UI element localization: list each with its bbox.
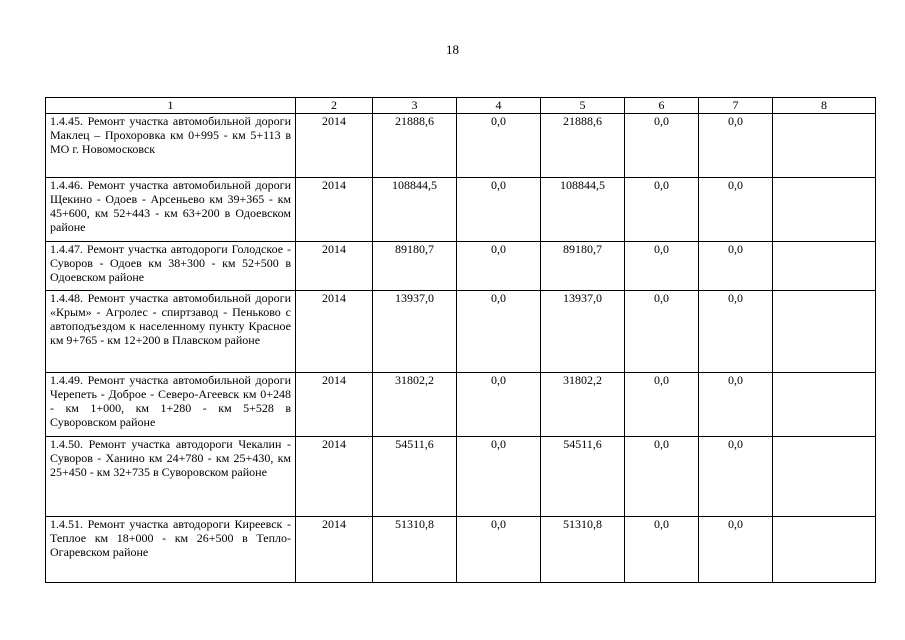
year-cell: 2014 — [296, 373, 373, 437]
value-cell: 0,0 — [457, 242, 541, 291]
column-header: 8 — [773, 98, 876, 114]
value-cell — [773, 437, 876, 517]
value-cell: 89180,7 — [541, 242, 625, 291]
value-cell: 0,0 — [457, 178, 541, 242]
value-cell: 0,0 — [625, 242, 699, 291]
value-cell: 0,0 — [625, 373, 699, 437]
value-cell: 0,0 — [625, 517, 699, 583]
year-cell: 2014 — [296, 517, 373, 583]
column-header: 6 — [625, 98, 699, 114]
column-header: 4 — [457, 98, 541, 114]
year-cell: 2014 — [296, 114, 373, 178]
value-cell: 0,0 — [457, 114, 541, 178]
table-row — [46, 242, 876, 291]
table-row — [46, 437, 876, 517]
value-cell — [773, 178, 876, 242]
year-cell: 2014 — [296, 437, 373, 517]
column-header: 5 — [541, 98, 625, 114]
value-cell: 0,0 — [625, 437, 699, 517]
table-header-row — [46, 98, 876, 114]
value-cell — [773, 242, 876, 291]
value-cell: 0,0 — [699, 242, 773, 291]
value-cell: 108844,5 — [541, 178, 625, 242]
total-cell: 51310,8 — [373, 517, 457, 583]
column-header: 7 — [699, 98, 773, 114]
value-cell — [773, 373, 876, 437]
value-cell: 0,0 — [625, 291, 699, 373]
item-name: 1.4.51. Ремонт участка автодороги Киреевск - Теплое км 18+000 - км 26+500 в Тепло-Огаревском районе — [46, 517, 296, 583]
value-cell: 0,0 — [699, 437, 773, 517]
value-cell: 0,0 — [699, 291, 773, 373]
value-cell: 0,0 — [625, 114, 699, 178]
year-cell: 2014 — [296, 178, 373, 242]
year-cell: 2014 — [296, 242, 373, 291]
value-cell: 0,0 — [699, 114, 773, 178]
total-cell: 21888,6 — [373, 114, 457, 178]
total-cell: 13937,0 — [373, 291, 457, 373]
value-cell: 0,0 — [699, 373, 773, 437]
column-header: 1 — [46, 98, 296, 114]
table-row — [46, 291, 876, 373]
value-cell — [773, 291, 876, 373]
year-cell: 2014 — [296, 291, 373, 373]
value-cell: 0,0 — [457, 291, 541, 373]
value-cell: 31802,2 — [541, 373, 625, 437]
item-name: 1.4.47. Ремонт участка автодороги Голодское - Суворов - Одоев км 38+300 - км 52+500 в Одоевском районе — [46, 242, 296, 291]
table-row — [46, 373, 876, 437]
total-cell: 89180,7 — [373, 242, 457, 291]
value-cell: 0,0 — [457, 373, 541, 437]
table-row — [46, 114, 876, 178]
value-cell: 0,0 — [457, 517, 541, 583]
budget-table — [45, 97, 876, 583]
value-cell: 0,0 — [457, 437, 541, 517]
item-name: 1.4.48. Ремонт участка автомобильной дороги «Крым» - Агролес - спиртзавод - Пеньково с автоподъездом к населенному пункту Красное км 9+765 - км 12+200 в Плавском районе — [46, 291, 296, 373]
table-row — [46, 517, 876, 583]
page-number: 18 — [446, 42, 459, 57]
value-cell: 51310,8 — [541, 517, 625, 583]
item-name: 1.4.46. Ремонт участка автомобильной дороги Щекино - Одоев - Арсеньево км 39+365 - км 45+600, км 52+443 - км 63+200 в Одоевском районе — [46, 178, 296, 242]
value-cell: 0,0 — [699, 178, 773, 242]
item-name: 1.4.49. Ремонт участка автомобильной дороги Черепеть - Доброе - Северо-Агеевск км 0+248 - км 1+000, км 1+280 - км 5+528 в Суворовском районе — [46, 373, 296, 437]
value-cell: 21888,6 — [541, 114, 625, 178]
value-cell: 0,0 — [699, 517, 773, 583]
value-cell: 13937,0 — [541, 291, 625, 373]
value-cell — [773, 517, 876, 583]
value-cell: 0,0 — [625, 178, 699, 242]
total-cell: 31802,2 — [373, 373, 457, 437]
total-cell: 108844,5 — [373, 178, 457, 242]
item-name: 1.4.45. Ремонт участка автомобильной дороги Маклец – Прохоровка км 0+995 - км 5+113 в МО г. Новомосковск — [46, 114, 296, 178]
item-name: 1.4.50. Ремонт участка автодороги Чекалин - Суворов - Ханино км 24+780 - км 25+430, км 25+450 - км 32+735 в Суворовском районе — [46, 437, 296, 517]
table-row — [46, 178, 876, 242]
value-cell — [773, 114, 876, 178]
value-cell: 54511,6 — [541, 437, 625, 517]
column-header: 2 — [296, 98, 373, 114]
total-cell: 54511,6 — [373, 437, 457, 517]
column-header: 3 — [373, 98, 457, 114]
